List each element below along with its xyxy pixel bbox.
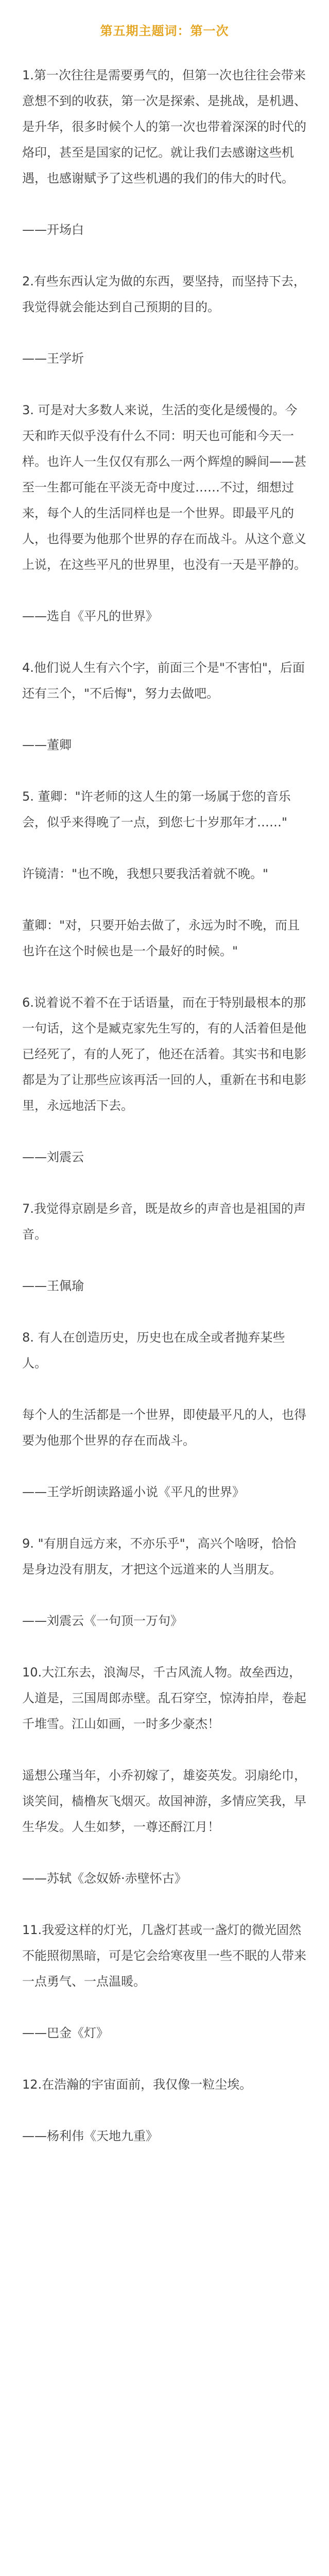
spacer [22, 2046, 307, 2072]
paragraph: 7.我觉得京剧是乡音，既是故乡的声音也是祖国的声音。 [22, 1201, 306, 1242]
attribution: ——王学圻 [22, 351, 84, 366]
spacer [22, 243, 307, 268]
attribution: ——刘震云 [22, 1150, 84, 1164]
paragraph: 4.他们说人生有六个字，前面三个是"不害怕"，后面还有三个，"不后悔"，努力去做吧。 [22, 660, 305, 701]
spacer [22, 887, 307, 912]
attribution: ——苏轼《念奴娇·赤壁怀古》 [22, 1871, 187, 1886]
spacer [22, 1247, 307, 1273]
page-title-text: 第五期主题词：第一次 [100, 24, 229, 38]
attribution: ——杨利伟《天地九重》 [22, 2129, 158, 2143]
spacer [22, 1994, 307, 2020]
spacer [22, 1118, 307, 1144]
attribution: ——王学圻朗读路遥小说《平凡的世界》 [22, 1485, 245, 1499]
attribution: ——刘震云《一句顶一万句》 [22, 1614, 183, 1628]
spacer [22, 835, 307, 861]
paragraph: 1.第一次往往是需要勇气的，但第一次也往往会带来意想不到的收获，第一次是探索、是挑战，是机遇、是升华，很多时候个人的第一次也带着深深的时代的烙印，甚至是国家的记忆。就让我们去感谢这些机遇，也感谢赋予了这些机遇的我们的伟大的时代。 [22, 68, 306, 185]
spacer [22, 758, 307, 784]
spacer [22, 1505, 307, 1531]
spacer [22, 1453, 307, 1479]
attribution: ——巴金《灯》 [22, 2026, 109, 2040]
spacer [22, 1634, 307, 1659]
spacer [22, 578, 307, 603]
spacer [22, 2097, 307, 2123]
spacer [22, 1737, 307, 1762]
spacer [22, 1891, 307, 1917]
spacer [22, 1840, 307, 1866]
paragraph: 每个人的生活都是一个世界，即使最平凡的人，也得要为他那个世界的存在而战斗。 [22, 1408, 306, 1448]
paragraph: 5. 董卿："许老师的这人生的第一场属于您的音乐会，似乎来得晚了一点，到您七十岁那年才……" [22, 789, 291, 829]
attribution: ——选自《平凡的世界》 [22, 609, 158, 623]
spacer [22, 964, 307, 990]
paragraph: 董卿："对，只要开始去做了，永远为时不晚，而且也许在这个时候也是一个最好的时候。" [22, 918, 300, 958]
paragraph: 2.有些东西认定为做的东西，要坚持，而坚持下去，我觉得就会能达到自己预期的目的。 [22, 274, 306, 314]
paragraph: 11.我爱这样的灯光，几盏灯甚或一盏灯的微光固然不能照彻黑暗，可是它会给寒夜里一些不眠的人带来一点勇气、一点温暖。 [22, 1923, 306, 1989]
spacer [22, 191, 307, 217]
article-body [0, 62, 329, 2149]
paragraph: 10.大江东去，浪淘尽，千古风流人物。故垒西边，人道是，三国周郎赤壁。乱石穿空，惊涛拍岸，卷起千堆雪。江山如画，一时多少豪杰！ [22, 1665, 306, 1731]
paragraph: 8. 有人在创造历史，历史也在成全或者抛弃某些人。 [22, 1330, 285, 1370]
spacer [22, 706, 307, 732]
spacer [22, 629, 307, 655]
paragraph: 许镜清："也不晚，我想只要我活着就不晚。" [22, 867, 269, 881]
spacer [22, 1299, 307, 1325]
spacer [22, 371, 307, 397]
page-title [0, 21, 329, 39]
paragraph: 3. 可是对大多数人来说，生活的变化是缓慢的。今天和昨天似乎没有什么不同：明天也可能和今天一样。也许人一生仅仅有那么一两个辉煌的瞬间——甚至一生都可能在平淡无奇中度过……不过，细想过来，每个人的生活同样也是一个世界。即最平凡的人，也得要为他那个世界的存在而战斗。从这个意义上说，在这些平凡的世界里，也没有一天是平静的。 [22, 403, 306, 572]
spacer [22, 1170, 307, 1196]
paragraph: 12.在浩瀚的宇宙面前，我仅像一粒尘埃。 [22, 2077, 252, 2092]
attribution: ——王佩瑜 [22, 1279, 84, 1293]
paragraph: 遥想公瑾当年，小乔初嫁了，雄姿英发。羽扇纶巾，谈笑间，樯橹灰飞烟灭。故国神游，多情应笑我，早生华发。人生如梦，一尊还酹江月！ [22, 1768, 306, 1834]
paragraph: 9. "有朋自远方来，不亦乐乎"，高兴个啥呀，恰恰是身边没有朋友，才把这个远道来的人当朋友。 [22, 1536, 297, 1577]
spacer [22, 1376, 307, 1402]
attribution: ——董卿 [22, 738, 72, 752]
paragraph: 6.说着说不着不在于话语量，而在于特别最根本的那一句话，这个是臧克家先生写的，有的人活着但是他已经死了，有的人死了，他还在活着。其实书和电影都是为了让那些应该再活一回的人，重新在书和电影里，永远地活下去。 [22, 995, 306, 1113]
spacer [22, 320, 307, 346]
spacer [22, 1582, 307, 1608]
attribution: ——开场白 [22, 223, 84, 237]
